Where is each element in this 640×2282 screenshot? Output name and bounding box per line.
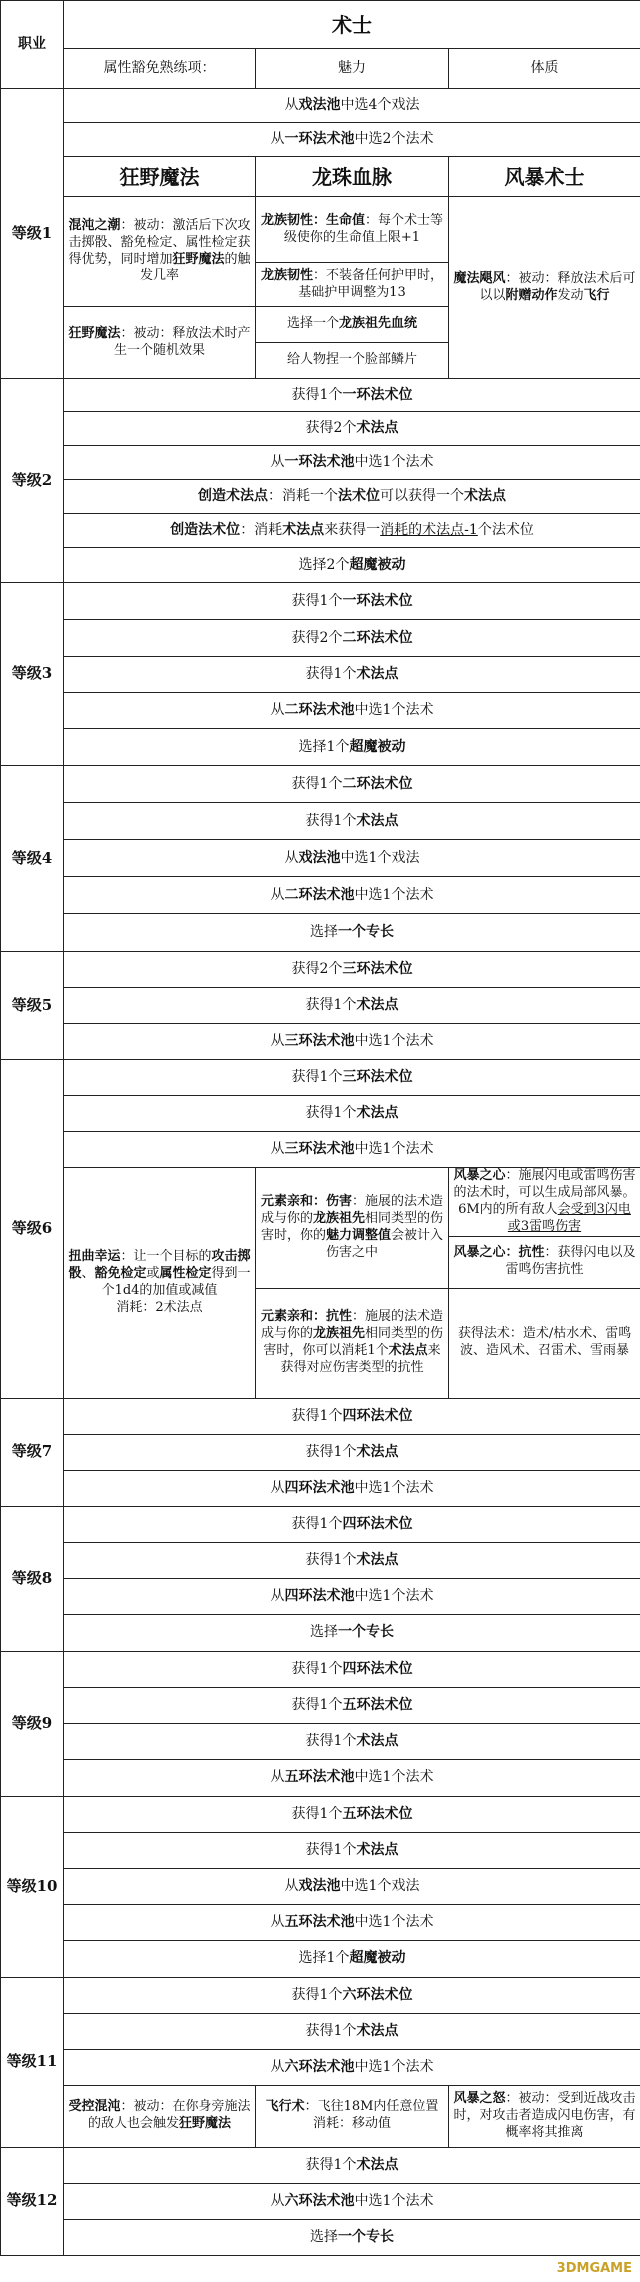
level-5-label: 等级5 — [1, 952, 64, 1060]
lv4-row-2: 获得1个术法点 — [64, 803, 640, 840]
lv2-create-sorcery-points: 创造术法点：消耗一个法术位可以获得一个术法点 — [64, 480, 640, 514]
lv7-row-1: 获得1个四环法术位 — [64, 1398, 640, 1434]
header-class-label: 职业 — [1, 1, 64, 89]
lv6-elemental-affinity-resistance: 元素亲和：抗性：施展的法术造成与你的龙族祖先相同类型的伤害时，你可以消耗1个术法点来获得对应伤害类型的抗性 — [256, 1288, 449, 1398]
lv12-row-1: 获得1个术法点 — [64, 2147, 640, 2183]
lv5-row-2: 获得1个术法点 — [64, 988, 640, 1024]
lv9-row-2: 获得1个五环法术位 — [64, 1687, 640, 1723]
lv10-row-5: 选择1个超魔被动 — [64, 1940, 640, 1977]
lv11-row-3: 从六环法术池中选1个法术 — [64, 2049, 640, 2085]
proficiency-label: 属性豁免熟练项： — [64, 49, 256, 89]
lv6-elemental-affinity-damage: 元素亲和：伤害：施展的法术造成与你的龙族祖先相同类型的伤害时，你的魅力调整值会被计入伤害之中 — [256, 1168, 449, 1289]
lv4-row-1: 获得1个二环法术位 — [64, 766, 640, 803]
lv11-controlled-chaos: 受控混沌：被动：在你身旁施法的敌人也会触发狂野魔法 — [64, 2085, 256, 2147]
lv8-row-1: 获得1个四环法术位 — [64, 1506, 640, 1542]
lv10-row-4: 从五环法术池中选1个法术 — [64, 1904, 640, 1940]
level-12-label: 等级12 — [1, 2147, 64, 2255]
lv3-row-5: 选择1个超魔被动 — [64, 729, 640, 766]
level-2-label: 等级2 — [1, 379, 64, 583]
lv1-row-2: 从一环法术池中选2个法术 — [64, 123, 640, 157]
level-1-label: 等级1 — [1, 89, 64, 379]
class-name: 术士 — [64, 1, 640, 49]
level-6-label: 等级6 — [1, 1060, 64, 1399]
lv3-row-2: 获得2个二环法术位 — [64, 620, 640, 657]
level-11-label: 等级11 — [1, 1977, 64, 2147]
subclass-draconic-bloodline: 龙珠血脉 — [256, 157, 449, 197]
lv11-row-1: 获得1个六环法术位 — [64, 1977, 640, 2013]
lv1-wild-tides-of-chaos: 混沌之潮：被动：激活后下次攻击掷骰、豁免检定、属性检定获得优势，同时增加狂野魔法的触发几率 — [64, 197, 256, 307]
lv10-row-1: 获得1个五环法术位 — [64, 1796, 640, 1832]
lv1-draconic-resilience-hp: 龙族韧性：生命值：每个术士等级使你的生命值上限+1 — [256, 197, 449, 263]
lv4-row-4: 从二环法术池中选1个法术 — [64, 877, 640, 914]
lv4-row-3: 从戏法池中选1个戏法 — [64, 840, 640, 877]
subclass-storm-sorcery: 风暴术士 — [449, 157, 640, 197]
lv12-row-2: 从六环法术池中选1个法术 — [64, 2183, 640, 2219]
lv6-row-3: 从三环法术池中选1个法术 — [64, 1132, 640, 1168]
lv6-heart-of-the-storm-resistance: 风暴之心：抗性：获得闪电以及雷鸣伤害抗性 — [449, 1236, 640, 1288]
lv9-row-3: 获得1个术法点 — [64, 1723, 640, 1759]
lv7-row-2: 获得1个术法点 — [64, 1434, 640, 1470]
lv1-choose-draconic-ancestry: 选择一个龙族祖先血统 — [256, 307, 449, 343]
lv9-row-1: 获得1个四环法术位 — [64, 1651, 640, 1687]
lv5-row-3: 从三环法术池中选1个法术 — [64, 1024, 640, 1060]
level-9-label: 等级9 — [1, 1651, 64, 1796]
lv1-wild-magic-passive: 狂野魔法：被动：释放法术时产生一个随机效果 — [64, 307, 256, 379]
lv5-row-1: 获得2个三环法术位 — [64, 952, 640, 988]
lv2-row-3: 从一环法术池中选1个法术 — [64, 446, 640, 480]
lv4-row-5: 选择一个专长 — [64, 914, 640, 952]
watermark-logo: 3DMGAME — [556, 2261, 632, 2276]
lv2-create-spell-slot: 创造法术位：消耗术法点来获得一消耗的术法点-1个法术位 — [64, 514, 640, 548]
lv2-row-6: 选择2个超魔被动 — [64, 548, 640, 583]
level-8-label: 等级8 — [1, 1506, 64, 1651]
lv9-row-4: 从五环法术池中选1个法术 — [64, 1759, 640, 1796]
lv6-heart-of-the-storm: 风暴之心：施展闪电或雷鸣伤害的法术时，可以生成局部风暴。6M内的所有敌人会受到3闪电或3雷鸣伤害 — [449, 1168, 640, 1237]
proficiency-charisma: 魅力 — [256, 49, 449, 89]
lv1-row-1: 从戏法池中选4个戏法 — [64, 89, 640, 123]
lv8-row-3: 从四环法术池中选1个法术 — [64, 1578, 640, 1614]
lv1-face-scales: 给人物捏一个脸部鳞片 — [256, 343, 449, 379]
lv10-row-3: 从戏法池中选1个戏法 — [64, 1868, 640, 1904]
lv3-row-3: 获得1个术法点 — [64, 657, 640, 693]
level-10-label: 等级10 — [1, 1796, 64, 1977]
lv6-bend-luck: 扭曲幸运：让一个目标的攻击掷骰、豁免检定或属性检定得到一个1d4的加值或减值 消耗：2术法点 — [64, 1168, 256, 1399]
lv1-tempestuous-magic: 魔法飓风：被动：释放法术后可以以附赠动作发动飞行 — [449, 197, 640, 379]
lv1-draconic-resilience-ac: 龙族韧性：不装备任何护甲时，基础护甲调整为13 — [256, 263, 449, 307]
lv11-row-2: 获得1个术法点 — [64, 2013, 640, 2049]
lv12-row-3: 选择一个专长 — [64, 2219, 640, 2255]
level-3-label: 等级3 — [1, 583, 64, 766]
lv6-row-1: 获得1个三环法术位 — [64, 1060, 640, 1096]
lv2-row-2: 获得2个术法点 — [64, 412, 640, 446]
lv11-fly: 飞行术：飞往18M内任意位置 消耗：移动值 — [256, 2085, 449, 2147]
lv3-row-1: 获得1个一环法术位 — [64, 583, 640, 620]
lv11-storms-fury: 风暴之怒：被动：受到近战攻击时，对攻击者造成闪电伤害，有概率将其推离 — [449, 2085, 640, 2147]
lv8-row-2: 获得1个术法点 — [64, 1542, 640, 1578]
subclass-wild-magic: 狂野魔法 — [64, 157, 256, 197]
proficiency-constitution: 体质 — [449, 49, 640, 89]
level-4-label: 等级4 — [1, 766, 64, 952]
lv10-row-2: 获得1个术法点 — [64, 1832, 640, 1868]
lv7-row-3: 从四环法术池中选1个法术 — [64, 1470, 640, 1506]
lv2-row-1: 获得1个一环法术位 — [64, 379, 640, 412]
lv6-row-2: 获得1个术法点 — [64, 1096, 640, 1132]
level-7-label: 等级7 — [1, 1398, 64, 1506]
lv3-row-4: 从二环法术池中选1个法术 — [64, 693, 640, 729]
lv8-row-4: 选择一个专长 — [64, 1614, 640, 1651]
lv6-storm-spells: 获得法术：造术/枯水术、雷鸣波、造风术、召雷术、雪雨暴 — [449, 1288, 640, 1398]
